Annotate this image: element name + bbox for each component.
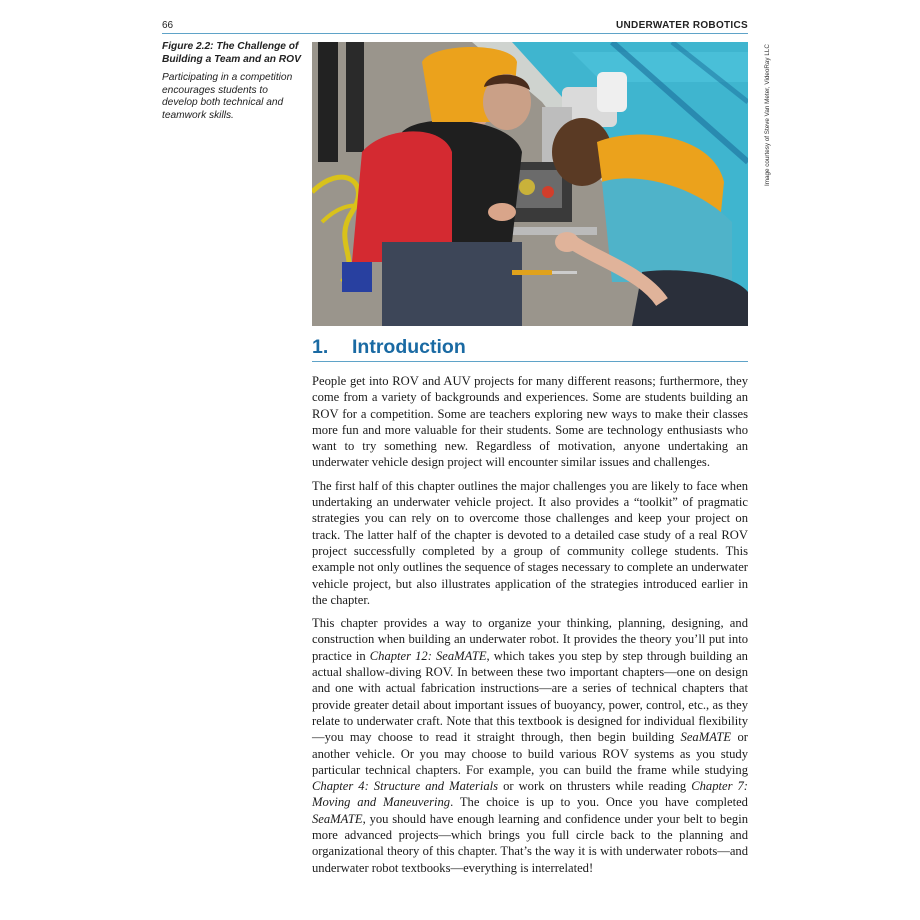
p3-ref-seamate-chapter: Chapter 12: SeaMATE bbox=[369, 648, 487, 663]
paragraph-3 bbox=[312, 615, 748, 876]
p3-text-6: , you should have enough learning and confidence under your belt to begin more advanced projects—which brings you full circle back to the planning and organizational theory of this chapter. That’s the way it is with underwater robots—and underwater robot textbooks—everything is interrelated! bbox=[312, 811, 748, 875]
body-text bbox=[312, 373, 748, 883]
image-credit-text: Image courtesy of Steve Van Meter, VideoRay LLC bbox=[764, 44, 771, 186]
p3-ref-chapter-4: Chapter 4: Structure and Materials bbox=[312, 779, 499, 794]
image-credit bbox=[755, 42, 771, 326]
p3-text-4: or work on thrusters while reading bbox=[498, 779, 692, 794]
figure-photo bbox=[312, 42, 748, 326]
p3-ref-seamate: SeaMATE bbox=[680, 730, 732, 745]
p3-text-5: . The choice is up to you. Once you have completed bbox=[450, 795, 748, 810]
p3-text-3: or another vehicle. Or you may choose to build various ROV systems as you study particular technical chapters. For example, you can build the frame while studying bbox=[312, 730, 748, 777]
p3-ref-chapter-7: Chapter 7: Moving and Maneuvering bbox=[312, 779, 748, 810]
page-number: 66 bbox=[162, 20, 174, 31]
paragraph-1: People get into ROV and AUV projects for many different reasons; furthermore, they come from a variety of backgrounds and experiences. Some are students building an ROV for a competition. Some are teachers exploring new ways to make their classes more fun and more valuable for their students. Some are technology enthusiasts who want to try something new. Regardless of motivation, anyone undertaking an underwater vehicle design project will encounter similar issues and challenges. bbox=[312, 374, 748, 470]
standing-person bbox=[318, 42, 338, 162]
boy-yellow-vest bbox=[422, 47, 531, 130]
photo-illustration bbox=[312, 42, 748, 326]
p3-text-1: This chapter provides a way to organize your thinking, planning, designing, and construction when building an underwater robot. It provides the theory you’ll put into practice in bbox=[312, 616, 748, 663]
figure-title: Figure 2.2: The Challenge of Building a Team and an ROV bbox=[162, 41, 301, 65]
running-head: UNDERWATER ROBOTICS bbox=[616, 20, 748, 31]
section-number: 1. bbox=[312, 336, 329, 358]
p3-text-2: , which takes you step by step through building an actual shallow-diving ROV. In between these two important chapters—one on design and one with actual fabrication instructions—are a series of technical chapters that provide greater detail about important issues of buoyancy, power, control, etc., as they relate to underwater craft. Note that this textbook is designed for individual flexibility—you may choose to read it straight through, then begin building bbox=[312, 648, 748, 745]
section-title: Introduction bbox=[352, 336, 466, 358]
p3-ref-seamate-2: SeaMATE bbox=[312, 811, 363, 826]
section-heading bbox=[312, 336, 748, 362]
paragraph-2: The first half of this chapter outlines the major challenges you are likely to face when undertaking an underwater vehicle project. It also provides a “toolkit” of pragmatic strategies you can rely on to overcome those challenges and keep your project on track. The latter half of the chapter is devoted to a detailed case study of a real ROV project successfully completed by a group of community college students. This example not only outlines the sequence of stages necessary to complete an underwater vehicle project, but also illustrates application of the strategies introduced earlier in the chapter. bbox=[312, 478, 748, 607]
figure-caption bbox=[162, 41, 302, 123]
figure-caption-text: Participating in a competition encourages students to develop both technical and teamwork skills. bbox=[162, 72, 293, 121]
header-rule bbox=[162, 33, 748, 34]
